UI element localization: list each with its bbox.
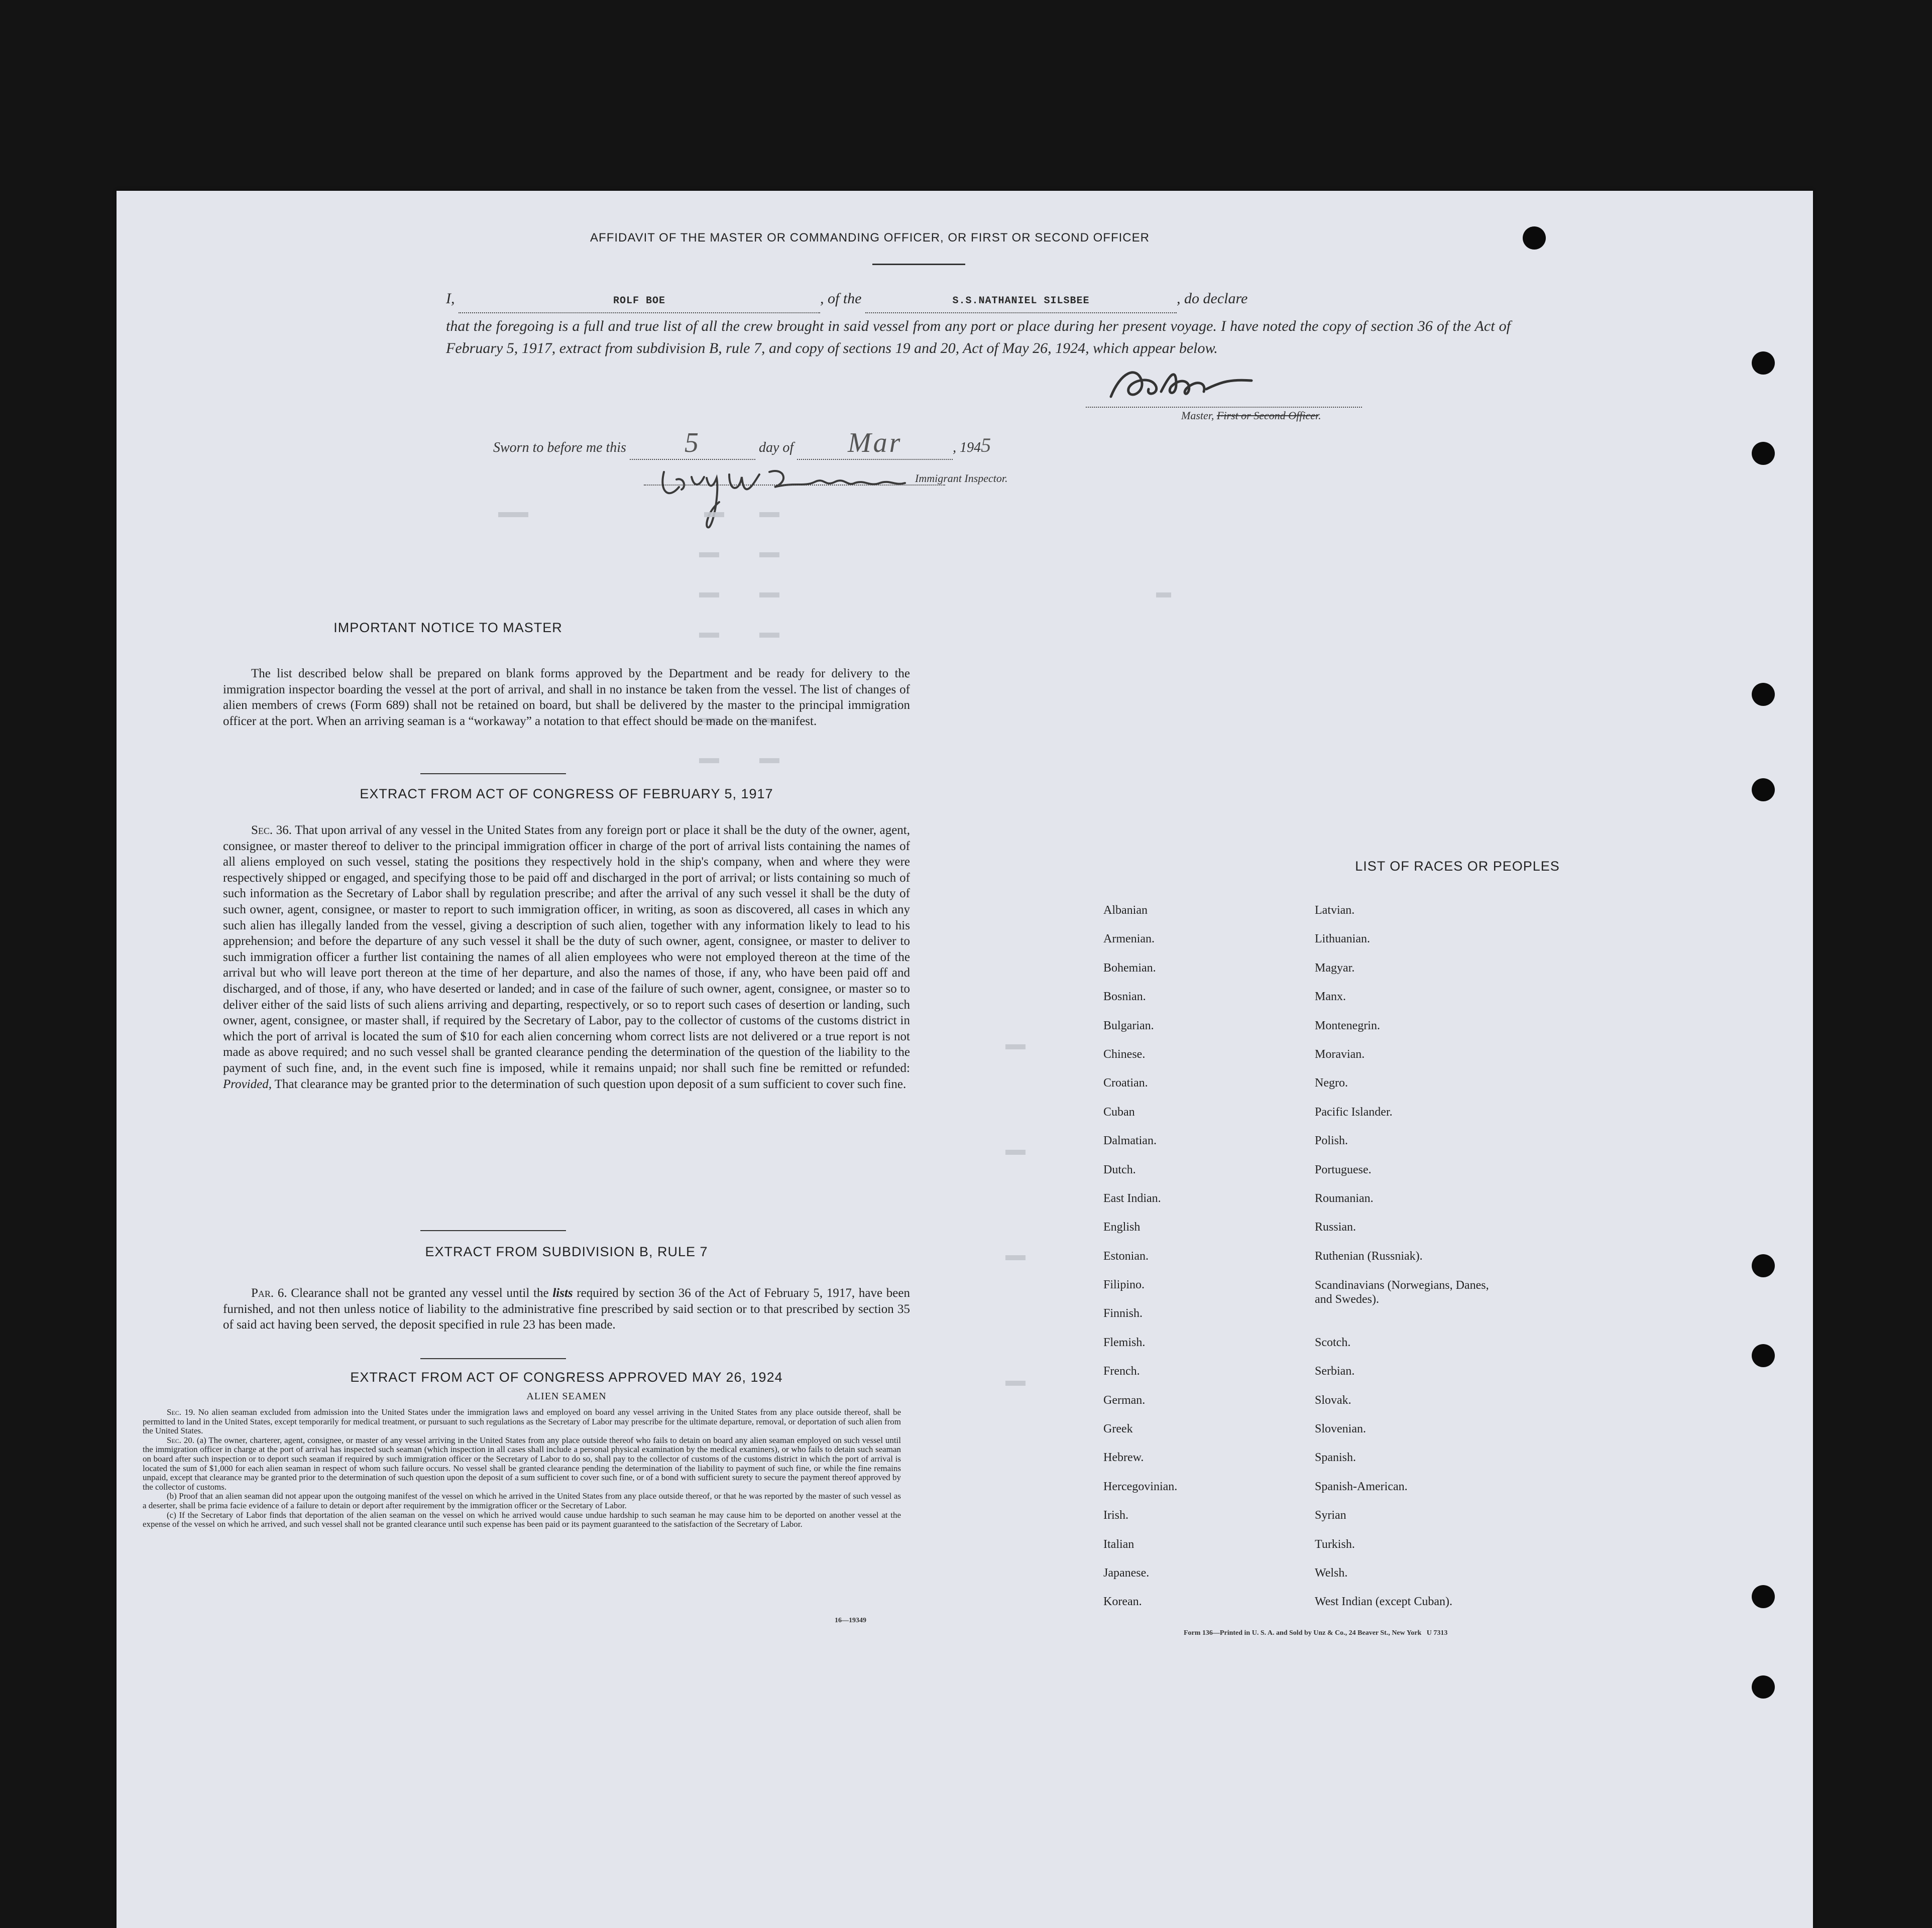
affidavit-title: AFFIDAVIT OF THE MASTER OR COMMANDING OFFICER, OR FIRST OR SECOND OFFICER [590, 231, 1150, 245]
punch-hole [1752, 1344, 1775, 1367]
section-20c: (c) If the Secretary of Labor finds that deportation of the alien seaman on the vessel on which he arrived would cause undue hardship to such seaman he may cause him to be deported on another vessel at the expense of the vessel on which he arrived, and such vessel shall not be granted clearance until such expense has been paid or its payment guaranteed to the satisfaction of the Secretary of Labor. [143, 1510, 901, 1529]
year-handwritten: 5 [981, 434, 993, 456]
punch-hole [1752, 351, 1775, 375]
section-19 [143, 1408, 901, 1436]
race-item-left: Chinese. [1103, 1047, 1146, 1061]
race-item-left: Japanese. [1103, 1566, 1150, 1580]
affidavit-body: that the foregoing is a full and true list of all the crew brought in said vessel from any port or place during her present voyage. I have noted the copy of section 36 of the Act of February 5, 1917, extract from subdivision B, rule 7, and copy of sections 19 and 20, Act of May 26, 1924, which appear below. [446, 318, 1511, 356]
race-item-left: Bosnian. [1103, 990, 1146, 1004]
race-item-left: Bohemian. [1103, 961, 1156, 975]
form-code: 16—19349 [835, 1617, 866, 1624]
race-item-right: Polish. [1315, 1134, 1348, 1148]
section-20a [143, 1436, 901, 1492]
section-36-body: That upon arrival of any vessel in the United States from any foreign port or place it shall be the duty of the owner, agent, consignee, or master thereof to deliver to the principal immigration officer in charge of the port of arrival lists containing the names of all aliens employed on such vessel, stating the positions they respectively hold in the ship's company, when and where they were respectively shipped or engaged, and specifying those to be paid off and discharged in the port of arrival; or lists containing so much of such information as the Secretary of Labor shall by regulation prescribe; and after the arrival of any such vessel it shall be the duty of such owner, agent, consignee, or master to report to such immigration officer, in writing, as soon as discovered, all cases in which any such alien has illegally landed from the vessel, giving a description of such alien, together with any information likely to lead to his apprehension; and before the departure of any such vessel it shall be the duty of such owner, agent, consignee, or master to deliver to such immigration officer a further list containing the names of all alien employees who were not employed thereon at the time of the arrival but who will leave port thereon at the time of her departure, and also the names of those, if any, who have been paid off and discharged, and of those, if any, who have deserted or landed; and in case of the failure of such owner, agent, consignee, or master so to deliver either of the said lists of such aliens arriving and departing, respectively, or so to report such cases of desertion or landing, such owner, agent, consignee, or master shall, if required by the Secretary of Labor, pay to the collector of customs of the customs district in which the port of arrival is located the sum of $10 for each alien concerning whom correct lists are not delivered or a true report is not made as above required; and no such vessel shall be granted clearance pending the determination of the question of the liability to the payment of such fine, and, in the event such fine is imposed, while it remains unpaid; nor shall such fine be remitted or refunded: [223, 823, 910, 1075]
section-19-body: No alien seaman excluded from admission into the United States under the immigration laws and employed on board any vessel arriving in the United States from any place outside thereof, shall be permitted to land in the United States, except temporarily for medical treatment, or pursuant to such regulations as the Secretary of Labor may prescribe for the ultimate departure, removal, or deportation of such alien from the United States. [143, 1407, 901, 1436]
inspector-signature-line [644, 485, 945, 486]
master-signature-caption [1181, 409, 1321, 422]
race-item-right: Russian. [1315, 1221, 1356, 1234]
race-item-right: Pacific Islander. [1315, 1105, 1393, 1119]
extract-1924-text [143, 1408, 901, 1529]
section-19-label: Sec. 19. [167, 1407, 195, 1417]
provided-word: Provided, [223, 1077, 272, 1091]
section-rule [420, 1230, 566, 1231]
race-item-right: Manx. [1315, 990, 1346, 1004]
master-signature [1101, 362, 1282, 407]
extract-1917-text [223, 822, 910, 1092]
year-prefix: , 194 [953, 440, 981, 455]
section-36-end: That clearance may be granted prior to the determination of such question upon deposit of a sum sufficient to cover such fine. [274, 1077, 906, 1091]
alien-seamen-subheading: ALIEN SEAMEN [526, 1391, 607, 1402]
punch-hole [1752, 1585, 1775, 1608]
race-item-left: Cuban [1103, 1105, 1135, 1119]
race-item-left: Estonian. [1103, 1249, 1149, 1263]
race-item-left: Finnish. [1103, 1307, 1143, 1320]
races-left-column [1103, 904, 1264, 1624]
lists-word: lists [552, 1286, 573, 1300]
race-item-right: Spanish-American. [1315, 1480, 1408, 1493]
races-right-column [1315, 904, 1526, 1624]
affidavit-prefix: I, [446, 290, 455, 307]
race-item-left: German. [1103, 1393, 1146, 1407]
day-of-text: day of [758, 440, 794, 455]
race-item-right: Negro. [1315, 1076, 1348, 1090]
race-item-right: Syrian [1315, 1509, 1346, 1522]
subdivision-b-heading: EXTRACT FROM SUBDIVISION B, RULE 7 [425, 1244, 708, 1259]
race-item-right: Latvian. [1315, 904, 1355, 917]
race-item-right: West Indian (except Cuban). [1315, 1595, 1452, 1609]
race-item-left: Hercegovinian. [1103, 1480, 1178, 1493]
notice-heading: IMPORTANT NOTICE TO MASTER [333, 620, 562, 635]
punch-hole [1752, 1254, 1775, 1277]
section-36-label: Sec. 36. [251, 823, 292, 837]
caption-master: Master, [1181, 409, 1214, 422]
par-6-label: Par. 6. [251, 1286, 287, 1300]
extract-1924-heading: EXTRACT FROM ACT OF CONGRESS APPROVED MAY 26, 1924 [350, 1370, 783, 1385]
master-signature-line [1086, 407, 1362, 408]
race-item-left: Korean. [1103, 1595, 1142, 1609]
race-item-left: Filipino. [1103, 1278, 1145, 1292]
section-20-label: Sec. 20. [167, 1435, 195, 1445]
race-item-right: Lithuanian. [1315, 932, 1370, 946]
notice-text: The list described below shall be prepared on blank forms approved by the Department and be ready for delivery to the immigration inspector boarding the vessel at the port of arrival, and shall in no instance be taken from the vessel. The list of changes of alien members of crews (Form 689) shall not be retained on board, but shall be delivered by the master to the principal immigration officer at the port. When an arriving seaman is a “workaway” a notation to that effect should be made on the manifest. [223, 667, 910, 728]
punch-hole [1523, 226, 1546, 250]
do-declare-text: , do declare [1177, 290, 1248, 307]
punch-hole [1752, 1675, 1775, 1699]
race-item-left: Bulgarian. [1103, 1019, 1154, 1032]
affidavit-line-1 [446, 288, 1511, 313]
race-item-left: Flemish. [1103, 1336, 1146, 1349]
race-item-left: English [1103, 1221, 1141, 1234]
race-item-right: Turkish. [1315, 1537, 1355, 1551]
race-item-left: French. [1103, 1365, 1140, 1378]
race-item-left: Irish. [1103, 1509, 1128, 1522]
race-item-right: Roumanian. [1315, 1191, 1374, 1205]
race-item-left: East Indian. [1103, 1191, 1161, 1205]
race-item-right: Moravian. [1315, 1047, 1365, 1061]
punch-hole [1752, 683, 1775, 706]
form-page [117, 191, 1813, 1928]
sworn-prefix: Sworn to before me this [493, 440, 626, 455]
race-item-right: Portuguese. [1315, 1163, 1372, 1176]
race-item-right: Slovenian. [1315, 1422, 1366, 1436]
printer-footer: Form 136—Printed in U. S. A. and Sold by Unz & Co., 24 Beaver St., New York U 7313 [1184, 1629, 1448, 1637]
punch-hole [1752, 442, 1775, 465]
inspector-caption: Immigrant Inspector. [915, 472, 1008, 485]
race-item-left: Hebrew. [1103, 1451, 1144, 1465]
races-heading: LIST OF RACES OR PEOPLES [1355, 859, 1560, 874]
title-rule [872, 264, 965, 265]
section-20b: (b) Proof that an alien seaman did not appear upon the outgoing manifest of the vessel on which he arrived in the United States from any place outside thereof, or that he was reported by the master of such vessel as a deserter, shall be prima facie evidence of a failure to detain or deport after requirement by the immigration officer or the Secretary of Labor. [143, 1491, 901, 1510]
race-item-right: Spanish. [1315, 1451, 1356, 1465]
race-item-left: Italian [1103, 1537, 1134, 1551]
race-item-left: Croatian. [1103, 1076, 1148, 1090]
extract-1917-heading: EXTRACT FROM ACT OF CONGRESS OF FEBRUARY 5, 1917 [360, 786, 773, 801]
section-rule [420, 773, 566, 774]
race-item-right: Ruthenian (Russniak). [1315, 1249, 1423, 1263]
master-name-field: ROLF BOE [459, 290, 820, 313]
race-item-right: Magyar. [1315, 961, 1355, 975]
sworn-month-field: Mar [797, 427, 953, 460]
race-item-left: Dalmatian. [1103, 1134, 1157, 1148]
race-item-right: Welsh. [1315, 1566, 1348, 1580]
race-item-right: Montenegrin. [1315, 1019, 1380, 1032]
race-item-left: Dutch. [1103, 1163, 1136, 1176]
race-item-right: Slovak. [1315, 1393, 1351, 1407]
affidavit-statement [446, 288, 1511, 359]
sworn-day-field: 5 [630, 427, 755, 460]
race-item-left: Albanian [1103, 904, 1148, 917]
section-20a-body: (a) The owner, charterer, agent, consignee, or master of any vessel arriving in the United States from any place outside thereof who fails to detain on board any alien seaman employed on such vessel until the immigration officer in charge at the port of arrival has inspected such seaman (which inspection in all cases shall include a personal physical examination by the medical examiners), or who fails to detain such seaman on board after such inspection or to deport such seaman if required by such immigration officer or the Secretary of Labor to do so, shall pay to the collector of customs of the customs district in which the port of arrival is located the sum of $1,000 for each alien seaman in respect of whom such failure occurs. No vessel shall be granted clearance pending the determination of the liability to payment of such fine, or while the fine remains unpaid, except that clearance may be granted prior to the determination of such question upon the deposit of a sum sufficient to cover such fine, or of a bond with sufficient surety to secure the payment thereof approved by the collector of customs. [143, 1435, 901, 1492]
subdivision-b-text [223, 1285, 910, 1333]
par-6-text-a: Clearance shall not be granted any vessel until the [291, 1286, 549, 1300]
race-item-right: Serbian. [1315, 1365, 1355, 1378]
race-item-right: Scotch. [1315, 1336, 1351, 1349]
caption-period: . [1318, 409, 1321, 422]
punch-hole [1752, 778, 1775, 801]
section-rule [420, 1358, 566, 1359]
race-item-left: Greek [1103, 1422, 1133, 1436]
race-item-left: Armenian. [1103, 932, 1155, 946]
par-6-text-b: required by section 36 of the Act of February 5, 1917, have been furnished, and not then unless notice of liability to the administrative fine prescribed by said section or to that prescribed by section 35 of said act having been served, the deposit specified in rule 23 has been made. [223, 1286, 910, 1332]
race-item-right: Scandinavians (Norwegians, Danes, and Swedes). [1315, 1279, 1489, 1306]
vessel-name-field: S.S.NATHANIEL SILSBEE [865, 290, 1177, 313]
caption-struck-officer: First or Second Officer [1216, 409, 1319, 422]
of-the-text: , of the [820, 290, 862, 307]
